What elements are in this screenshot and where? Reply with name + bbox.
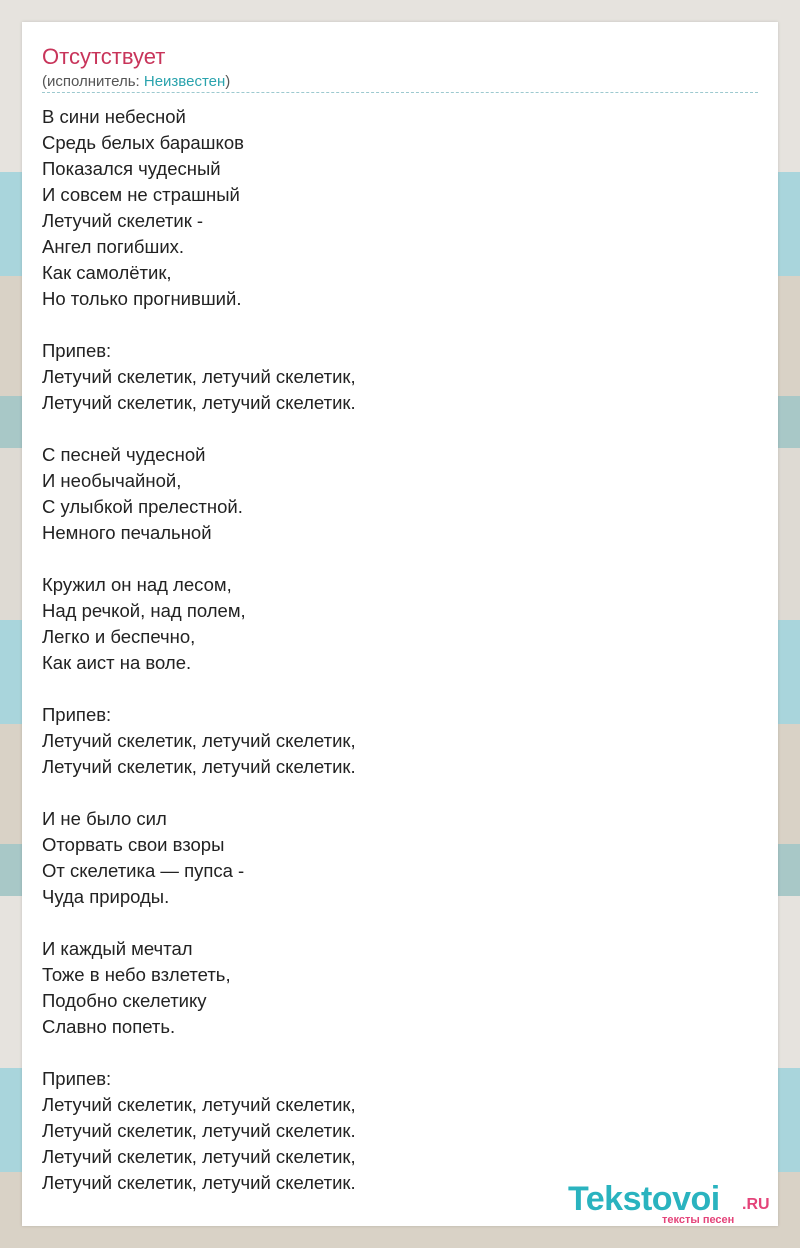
stanza-break [42,416,356,442]
site-logo[interactable] [568,1180,778,1224]
stanza-break [42,780,356,806]
artist-link[interactable]: Неизвестен [143,73,226,90]
lyric-line: Средь белых барашков [42,132,244,153]
lyric-line: Летучий скелетик, летучий скелетик. [42,392,356,413]
stanza-break [42,910,356,936]
song-title: Отсутствует [42,44,166,69]
lyric-line: Припев: [42,1068,112,1089]
lyric-line: Летучий скелетик, летучий скелетик. [42,756,356,777]
lyric-line: Как аист на воле. [42,652,192,673]
lyric-line: Летучий скелетик, летучий скелетик, [42,1094,356,1115]
lyric-line: Кружил он над лесом, [42,574,232,595]
lyric-line: Припев: [42,340,112,361]
stanza-break [42,546,356,572]
lyric-line: Над речкой, над полем, [42,600,246,621]
lyrics-card [22,22,778,1226]
lyric-line: С улыбкой прелестной. [42,496,243,517]
lyric-line: Немного печальной [42,522,212,543]
lyric-line: Летучий скелетик - [42,210,204,231]
lyric-line: И необычайной, [42,470,182,491]
lyric-line: Летучий скелетик, летучий скелетик, [42,366,356,387]
artist-prefix: (исполнитель: [42,73,144,90]
lyric-line: Чуда природы. [42,886,170,907]
lyric-line: С песней чудесной [42,444,206,465]
lyric-line: Летучий скелетик, летучий скелетик. [42,1120,356,1141]
lyric-line: И совсем не страшный [42,184,240,205]
lyric-line: Но только прогнивший. [42,288,242,309]
stanza-break [42,312,356,338]
lyric-line: Славно попеть. [42,1016,176,1037]
lyric-line: Летучий скелетик, летучий скелетик, [42,730,356,751]
lyric-line: Припев: [42,704,112,725]
lyric-line: Как самолётик, [42,262,172,283]
lyric-line: Показался чудесный [42,158,221,179]
lyric-line: Оторвать свои взоры [42,834,225,855]
lyric-line: От скелетика — пупса - [42,860,245,881]
lyric-line: Летучий скелетик, летучий скелетик. [42,1172,356,1193]
lyric-line: Подобно скелетику [42,990,207,1011]
artist-suffix: ) [225,73,231,90]
stanza-break [42,1040,356,1066]
logo-tagline: тексты песен [662,1214,735,1226]
lyric-line: В сини небесной [42,106,186,127]
logo-tld: .RU [742,1196,770,1213]
lyric-line: Летучий скелетик, летучий скелетик, [42,1146,356,1167]
divider [42,92,758,93]
lyric-line: Тоже в небо взлететь, [42,964,231,985]
lyric-line: И каждый мечтал [42,938,193,959]
lyric-line: Ангел погибших. [42,236,185,257]
lyric-line: И не было сил [42,808,167,829]
stanza-break [42,676,356,702]
logo-wordmark: Tekstovoi [568,1180,720,1218]
lyric-line: Легко и беспечно, [42,626,196,647]
lyrics-text [42,104,356,1196]
artist-line [42,72,230,92]
